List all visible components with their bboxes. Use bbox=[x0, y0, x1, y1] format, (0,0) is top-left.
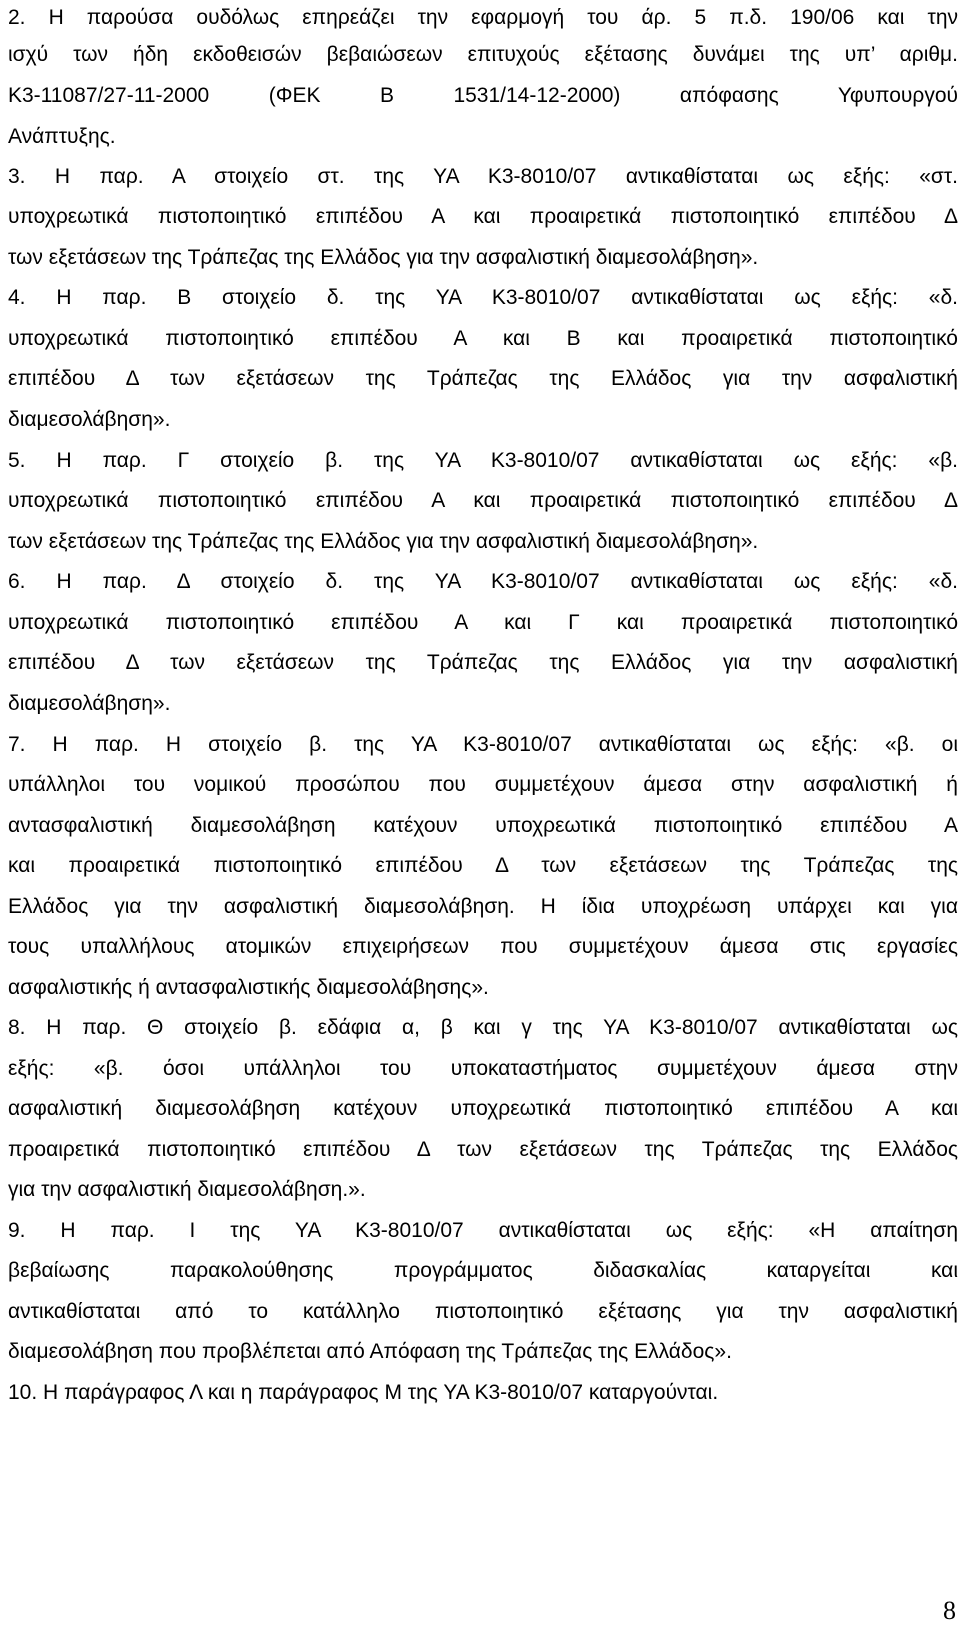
text-line: προαιρετικά πιστοποιητικό επιπέδου Δ των εξετάσεων της Τράπεζας της Ελλάδος bbox=[8, 1138, 958, 1161]
text-line: Ανάπτυξης. bbox=[8, 125, 116, 148]
text-line: 2. Η παρούσα ουδόλως επηρεάζει την εφαρμογή του άρ. 5 π.δ. 190/06 και την bbox=[8, 6, 958, 29]
text-line: διαμεσολάβηση». bbox=[8, 408, 171, 431]
text-line: 10. Η παράγραφος Λ και η παράγραφος Μ της ΥΑ Κ3-8010/07 καταργούνται. bbox=[8, 1381, 719, 1404]
text-line: υποχρεωτικά πιστοποιητικό επιπέδου Α και Β και προαιρετικά πιστοποιητικό bbox=[8, 327, 958, 350]
text-line: τους υπαλλήλους ατομικών επιχειρήσεων που συμμετέχουν άμεσα στις εργασίες bbox=[8, 935, 958, 958]
text-line: για την ασφαλιστική διαμεσολάβηση.». bbox=[8, 1178, 366, 1201]
text-line: διαμεσολάβηση που προβλέπεται από Απόφαση της Τράπεζας της Ελλάδος». bbox=[8, 1340, 732, 1363]
text-line: ισχύ των ήδη εκδοθεισών βεβαιώσεων επιτυχούς εξέτασης δυνάμει της υπ’ αριθμ. bbox=[8, 43, 958, 66]
text-line: εξής: «β. όσοι υπάλληλοι του υποκαταστήματος συμμετέχουν άμεσα στην bbox=[8, 1057, 958, 1080]
text-line: αντασφαλιστική διαμεσολάβηση κατέχουν υποχρεωτικά πιστοποιητικό επιπέδου Α bbox=[8, 814, 958, 837]
text-line: Κ3-11087/27-11-2000 (ΦΕΚ Β 1531/14-12-2000) απόφασης Υφυπουργού bbox=[8, 84, 958, 107]
text-line: 5. Η παρ. Γ στοιχείο β. της ΥΑ Κ3-8010/07 αντικαθίσταται ως εξής: «β. bbox=[8, 449, 958, 472]
text-line: βεβαίωσης παρακολούθησης προγράμματος διδασκαλίας καταργείται και bbox=[8, 1259, 958, 1282]
text-line: Ελλάδος για την ασφαλιστική διαμεσολάβηση. Η ίδια υποχρέωση υπάρχει και για bbox=[8, 895, 958, 918]
text-line: 3. Η παρ. Α στοιχείο στ. της ΥΑ Κ3-8010/07 αντικαθίσταται ως εξής: «στ. bbox=[8, 165, 958, 188]
text-line: των εξετάσεων της Τράπεζας της Ελλάδος για την ασφαλιστική διαμεσολάβηση». bbox=[8, 530, 759, 553]
text-line: διαμεσολάβηση». bbox=[8, 692, 171, 715]
text-line: υποχρεωτικά πιστοποιητικό επιπέδου Α και Γ και προαιρετικά πιστοποιητικό bbox=[8, 611, 958, 634]
text-line: 6. Η παρ. Δ στοιχείο δ. της ΥΑ Κ3-8010/07 αντικαθίσταται ως εξής: «δ. bbox=[8, 570, 958, 593]
text-line: υπάλληλοι του νομικού προσώπου που συμμετέχουν άμεσα στην ασφαλιστική ή bbox=[8, 773, 958, 796]
page-number: 8 bbox=[943, 1596, 956, 1625]
document-page bbox=[8, 0, 958, 1647]
text-line: επιπέδου Δ των εξετάσεων της Τράπεζας της Ελλάδος για την ασφαλιστική bbox=[8, 367, 958, 390]
text-line: 9. Η παρ. Ι της ΥΑ Κ3-8010/07 αντικαθίσταται ως εξής: «Η απαίτηση bbox=[8, 1219, 958, 1242]
text-line: επιπέδου Δ των εξετάσεων της Τράπεζας της Ελλάδος για την ασφαλιστική bbox=[8, 651, 958, 674]
text-line: και προαιρετικά πιστοποιητικό επιπέδου Δ των εξετάσεων της Τράπεζας της bbox=[8, 854, 958, 877]
text-line: 7. Η παρ. Η στοιχείο β. της ΥΑ Κ3-8010/07 αντικαθίσταται ως εξής: «β. οι bbox=[8, 733, 958, 756]
text-line: 4. Η παρ. Β στοιχείο δ. της ΥΑ Κ3-8010/07 αντικαθίσταται ως εξής: «δ. bbox=[8, 286, 958, 309]
text-line: ασφαλιστική διαμεσολάβηση κατέχουν υποχρεωτικά πιστοποιητικό επιπέδου Α και bbox=[8, 1097, 958, 1120]
text-line: 8. Η παρ. Θ στοιχείο β. εδάφια α, β και γ της ΥΑ Κ3-8010/07 αντικαθίσταται ως bbox=[8, 1016, 958, 1039]
text-line: υποχρεωτικά πιστοποιητικό επιπέδου Α και προαιρετικά πιστοποιητικό επιπέδου Δ bbox=[8, 205, 958, 228]
text-line: αντικαθίσταται από το κατάλληλο πιστοποιητικό εξέτασης για την ασφαλιστική bbox=[8, 1300, 958, 1323]
text-line: των εξετάσεων της Τράπεζας της Ελλάδος για την ασφαλιστική διαμεσολάβηση». bbox=[8, 246, 759, 269]
text-line: ασφαλιστικής ή αντασφαλιστικής διαμεσολάβησης». bbox=[8, 976, 489, 999]
text-line: υποχρεωτικά πιστοποιητικό επιπέδου Α και προαιρετικά πιστοποιητικό επιπέδου Δ bbox=[8, 489, 958, 512]
